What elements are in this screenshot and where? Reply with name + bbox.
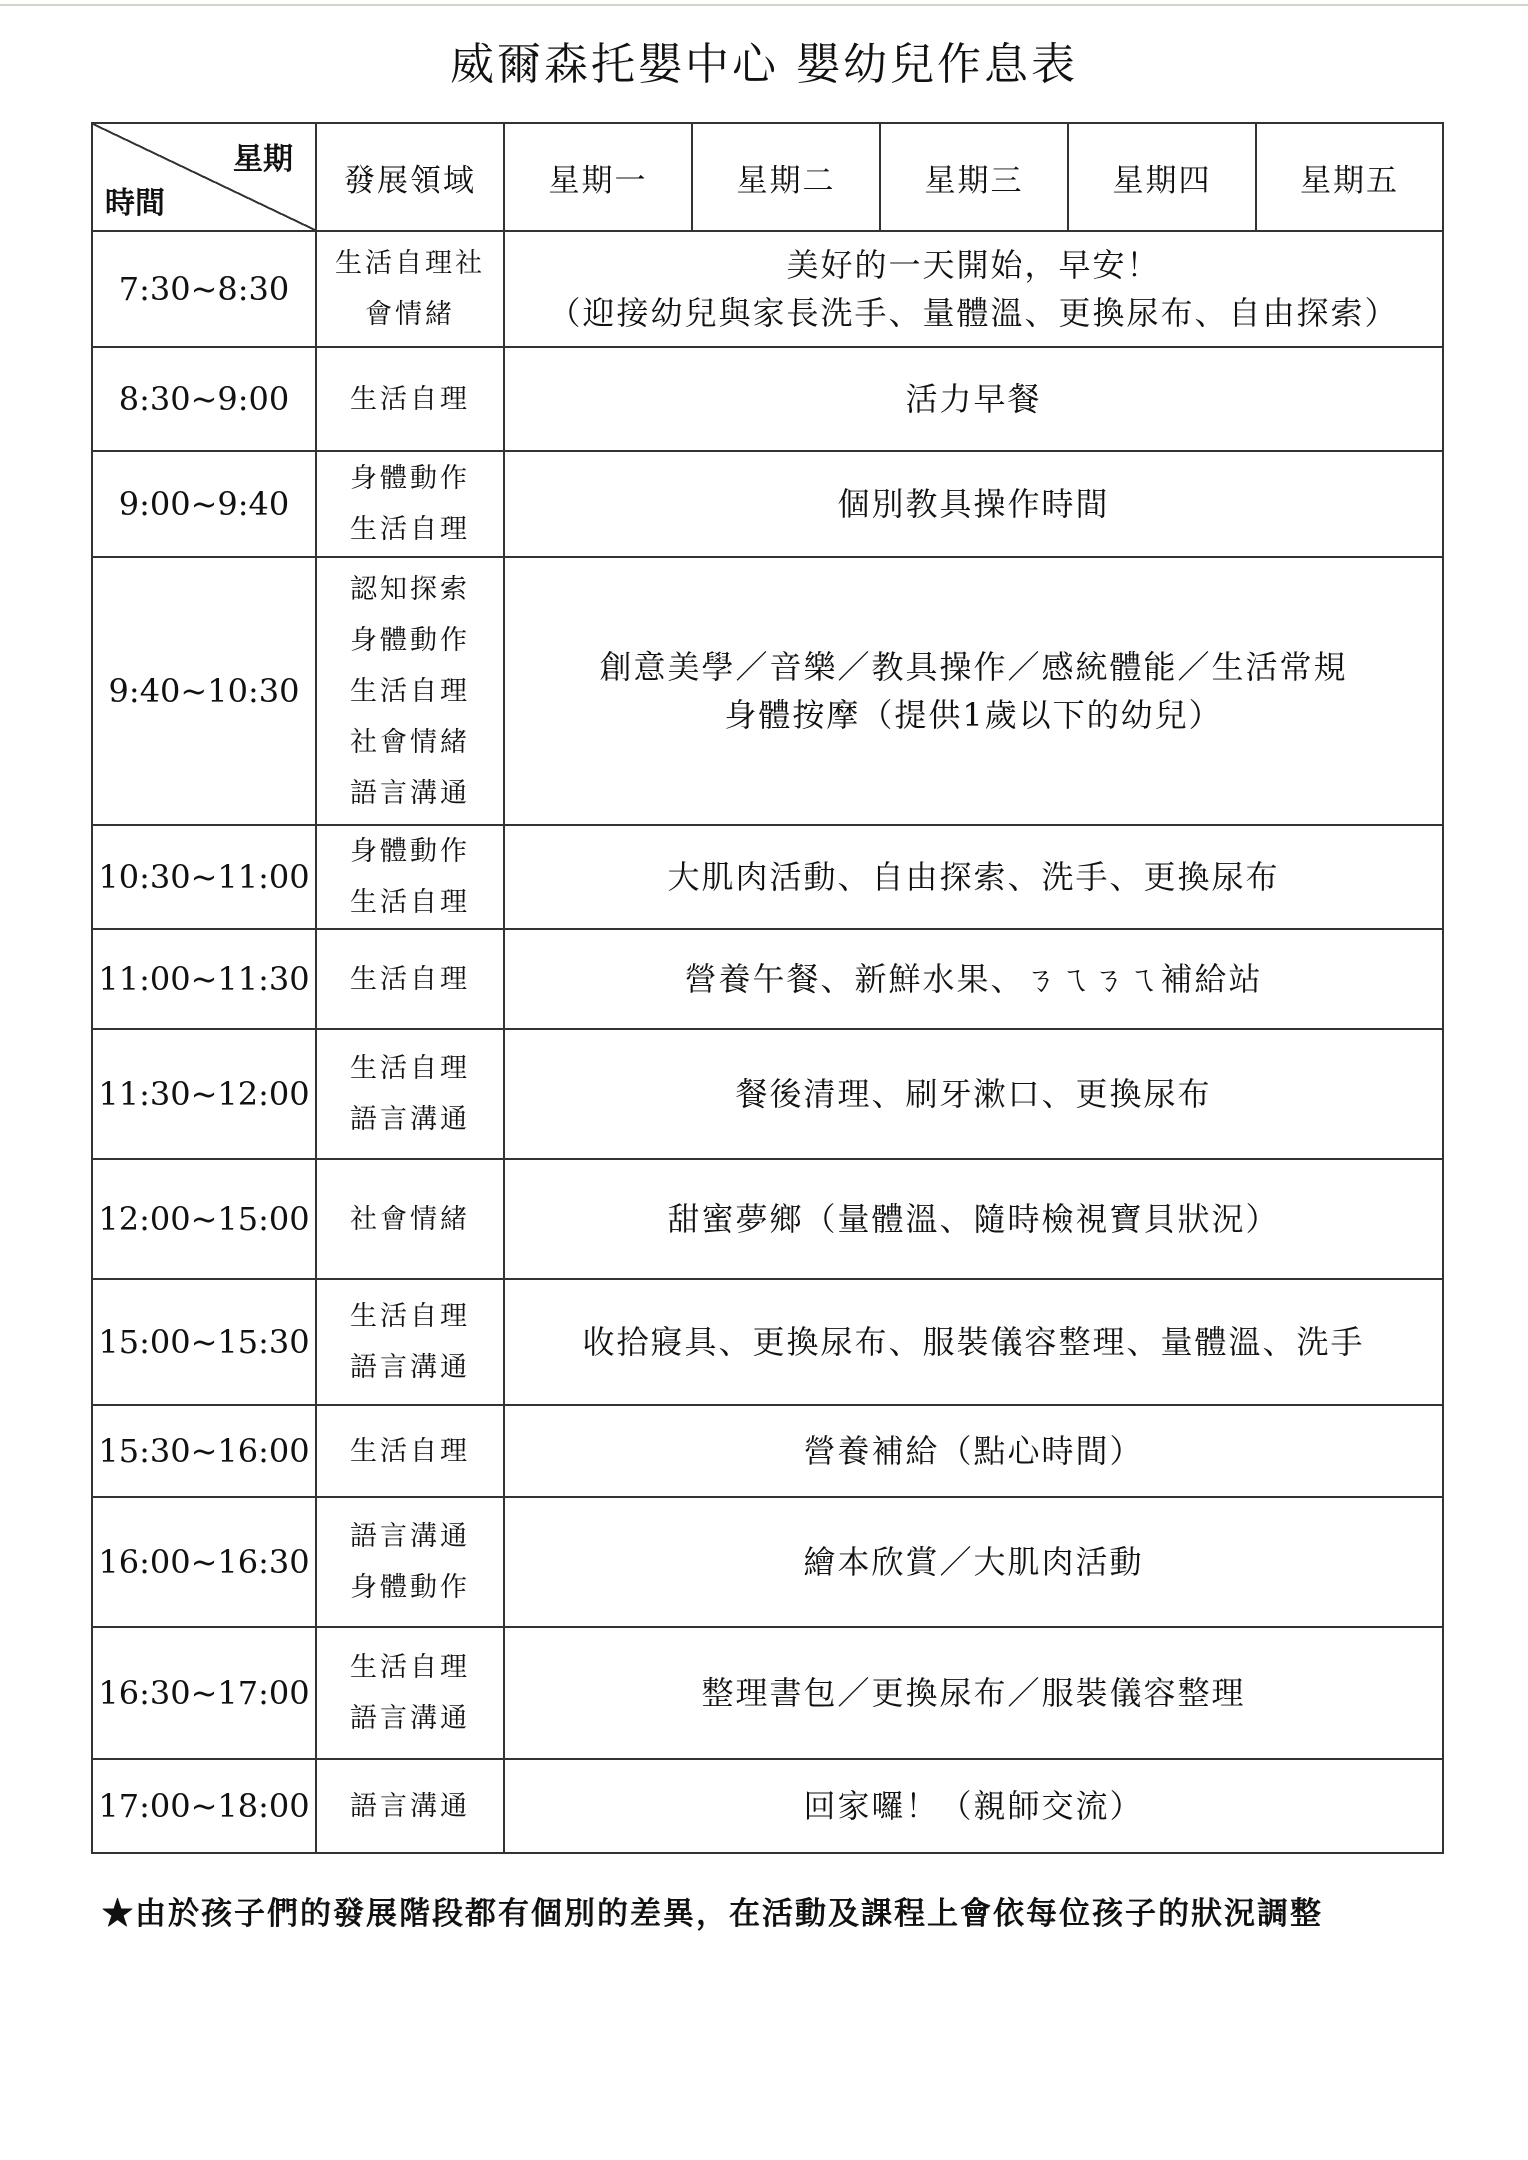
- activity-cell: [504, 1279, 1443, 1405]
- domain-label: 身體動作: [350, 1572, 470, 1603]
- table-row: [92, 557, 1443, 825]
- domain-cell: [316, 451, 504, 557]
- table-row: [92, 1759, 1443, 1853]
- time-cell: 10:30~11:00: [92, 825, 316, 929]
- activity-text: 餐後清理、刷牙漱口、更換尿布: [735, 1075, 1212, 1113]
- activity-cell: [504, 1159, 1443, 1279]
- activity-text: 美好的一天開始，早安！: [786, 246, 1161, 284]
- activity-text: 繪本欣賞／大肌肉活動: [803, 1543, 1144, 1581]
- domain-cell: [316, 1029, 504, 1159]
- scan-edge-line: [0, 4, 1528, 6]
- domain-cell: [316, 1405, 504, 1497]
- activity-text: 營養補給（點心時間）: [803, 1432, 1144, 1470]
- activity-cell: [504, 557, 1443, 825]
- time-cell: 16:30~17:00: [92, 1627, 316, 1759]
- domain-label: 身體動作: [350, 624, 470, 656]
- time-cell: 9:40~10:30: [92, 557, 316, 825]
- domain-cell: [316, 557, 504, 825]
- domain-cell: [316, 231, 504, 347]
- domain-cell: [316, 929, 504, 1029]
- activity-text: 營養午餐、新鮮水果、ㄋㄟㄋㄟ補給站: [684, 960, 1263, 998]
- activity-text: 收拾寢具、更換尿布、服裝儀容整理、量體溫、洗手: [582, 1323, 1365, 1361]
- time-cell: 16:00~16:30: [92, 1497, 316, 1627]
- domain-label: 生活自理: [350, 887, 470, 918]
- activity-cell: [504, 1497, 1443, 1627]
- table-row: [92, 231, 1443, 347]
- day-wednesday: 星期三: [880, 123, 1068, 231]
- activity-text: 甜蜜夢鄉（量體溫、隨時檢視寶貝狀況）: [667, 1200, 1280, 1238]
- activity-text: 身體按摩（提供1歲以下的幼兒）: [724, 696, 1223, 734]
- domain-cell: [316, 1759, 504, 1853]
- time-cell: 11:30~12:00: [92, 1029, 316, 1159]
- domain-label: 生活自理: [350, 675, 470, 707]
- domain-label: 生活自理: [350, 514, 470, 545]
- activity-cell: [504, 1627, 1443, 1759]
- corner-time-label: 時間: [105, 186, 165, 221]
- domain-label: 語言溝通: [350, 1104, 470, 1135]
- table-row: [92, 1279, 1443, 1405]
- day-monday: 星期一: [504, 123, 692, 231]
- domain-cell: [316, 347, 504, 451]
- table-row: [92, 825, 1443, 929]
- domain-label: 語言溝通: [350, 1790, 470, 1822]
- table-row: [92, 1159, 1443, 1279]
- table-row: [92, 1405, 1443, 1497]
- time-cell: 15:30~16:00: [92, 1405, 316, 1497]
- domain-label: 社會情緒: [350, 1203, 470, 1235]
- time-cell: 12:00~15:00: [92, 1159, 316, 1279]
- domain-label: 社會情緒: [350, 726, 470, 758]
- activity-cell: [504, 347, 1443, 451]
- time-cell: 7:30~8:30: [92, 231, 316, 347]
- domain-label: 語言溝通: [350, 777, 470, 809]
- activity-cell: [504, 929, 1443, 1029]
- activity-cell: [504, 451, 1443, 557]
- domain-label: 生活自理: [350, 383, 470, 415]
- domain-label: 生活自理社: [335, 248, 485, 279]
- table-row: [92, 347, 1443, 451]
- domain-label: 身體動作: [350, 463, 470, 494]
- domain-label: 會情緒: [365, 299, 455, 330]
- table-row: [92, 451, 1443, 557]
- activity-text: 個別教具操作時間: [837, 485, 1110, 523]
- time-cell: 11:00~11:30: [92, 929, 316, 1029]
- activity-text: 活力早餐: [905, 380, 1042, 418]
- time-cell: 15:00~15:30: [92, 1279, 316, 1405]
- domain-label: 生活自理: [350, 963, 470, 995]
- time-cell: 17:00~18:00: [92, 1759, 316, 1853]
- activity-text: 創意美學／音樂／教具操作／感統體能／生活常規: [599, 648, 1348, 686]
- table-row: [92, 1497, 1443, 1627]
- domain-cell: [316, 1159, 504, 1279]
- table-row: [92, 929, 1443, 1029]
- activity-cell: [504, 1405, 1443, 1497]
- domain-label: 生活自理: [350, 1053, 470, 1084]
- activity-cell: [504, 825, 1443, 929]
- domain-label: 語言溝通: [350, 1703, 470, 1734]
- activity-cell: [504, 1029, 1443, 1159]
- domain-cell: [316, 1279, 504, 1405]
- activity-cell: [504, 1759, 1443, 1853]
- header-row: [92, 123, 1443, 231]
- table-row: [92, 1627, 1443, 1759]
- activity-text: 整理書包／更換尿布／服裝儀容整理: [701, 1674, 1246, 1712]
- corner-cell: [92, 123, 316, 231]
- page-title: 威爾森托嬰中心 嬰幼兒作息表: [450, 39, 1078, 90]
- day-thursday: 星期四: [1068, 123, 1256, 231]
- domain-label: 認知探索: [350, 573, 470, 605]
- corner-week-label: 星期: [233, 142, 293, 177]
- day-tuesday: 星期二: [692, 123, 880, 231]
- domain-label: 生活自理: [350, 1435, 470, 1467]
- domain-cell: [316, 1497, 504, 1627]
- domain-label: 身體動作: [350, 836, 470, 867]
- footnote: ★由於孩子們的發展階段都有個別的差異，在活動及課程上會依每位孩子的狀況調整: [102, 1896, 1323, 1932]
- domain-label: 語言溝通: [350, 1521, 470, 1552]
- activity-text: （迎接幼兒與家長洗手、量體溫、更換尿布、自由探索）: [548, 294, 1399, 332]
- domain-label: 語言溝通: [350, 1352, 470, 1383]
- activity-cell: [504, 231, 1443, 347]
- domain-cell: [316, 825, 504, 929]
- table-row: [92, 1029, 1443, 1159]
- activity-text: 回家囉！（親師交流）: [803, 1787, 1144, 1825]
- domain-label: 生活自理: [350, 1652, 470, 1683]
- domain-cell: [316, 1627, 504, 1759]
- day-friday: 星期五: [1256, 123, 1443, 231]
- activity-text: 大肌肉活動、自由探索、洗手、更換尿布: [667, 858, 1280, 896]
- schedule-table: [91, 122, 1444, 1854]
- time-cell: 9:00~9:40: [92, 451, 316, 557]
- domain-label: 生活自理: [350, 1301, 470, 1332]
- domain-header: 發展領域: [316, 123, 504, 231]
- time-cell: 8:30~9:00: [92, 347, 316, 451]
